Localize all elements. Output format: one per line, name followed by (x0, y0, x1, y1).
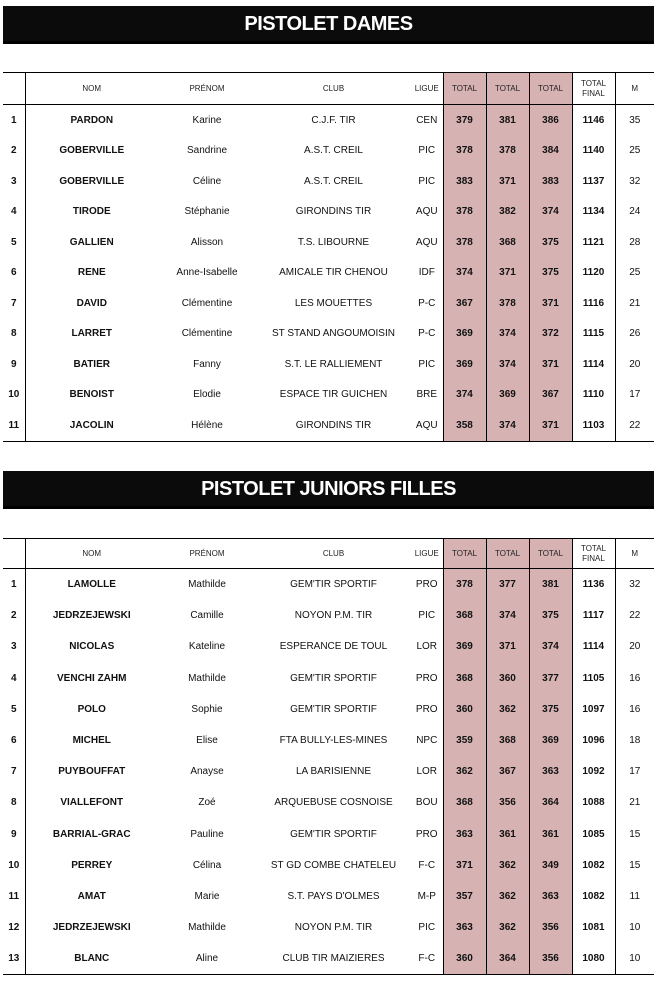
total-final-cell: 1082 (572, 881, 615, 912)
total-1-cell: 369 (443, 631, 486, 662)
m-cell: 25 (629, 145, 641, 157)
total-3-cell: 349 (529, 850, 572, 881)
header-prenom: PRÉNOM (158, 539, 256, 569)
club-cell: NOYON P.M. TIR (294, 610, 373, 622)
prenom-cell: Célina (192, 859, 222, 871)
header-total-1: TOTAL (443, 73, 486, 105)
table-row (3, 819, 654, 850)
header-total-3: TOTAL (529, 73, 572, 105)
table-row (3, 850, 654, 881)
total-final-cell: 1105 (572, 663, 615, 694)
total-final-cell: 1085 (572, 819, 615, 850)
nom-cell: DAVID (76, 297, 107, 309)
prenom-cell: Fanny (193, 358, 221, 370)
club-cell: ST STAND ANGOUMOISIN (272, 328, 395, 340)
ligue-cell: P-C (411, 319, 443, 350)
table-row (3, 725, 654, 756)
m-cell: 16 (629, 703, 641, 715)
m-cell: 17 (629, 389, 641, 401)
total-3-cell: 356 (529, 912, 572, 943)
rank-cell: 7 (3, 288, 25, 319)
rank-cell: 7 (3, 756, 25, 787)
m-cell: 15 (629, 828, 641, 840)
nom-cell: PUYBOUFFAT (58, 766, 126, 778)
total-1-cell: 378 (443, 227, 486, 258)
total-1-cell: 374 (443, 380, 486, 411)
ligue-cell: PIC (411, 166, 443, 197)
total-1-cell: 357 (443, 881, 486, 912)
total-final-cell: 1082 (572, 850, 615, 881)
header-total-final-text: TOTAL FINAL (580, 543, 607, 563)
m-cell: 25 (629, 267, 641, 279)
prenom-cell: Sandrine (186, 145, 228, 157)
nom-cell: MICHEL (72, 735, 111, 747)
prenom-cell: Stéphanie (184, 206, 230, 218)
nom-cell: BATIER (73, 358, 110, 370)
rank-cell: 4 (3, 197, 25, 228)
total-2-cell: 369 (486, 380, 529, 411)
table-row (3, 410, 654, 441)
total-1-cell: 362 (443, 756, 486, 787)
header-rank (3, 73, 25, 105)
rank-cell: 4 (3, 663, 25, 694)
rank-cell: 11 (3, 881, 25, 912)
nom-cell: LARRET (71, 328, 113, 340)
total-2-cell: 364 (486, 943, 529, 975)
m-cell: 10 (615, 943, 654, 975)
m-cell: 35 (629, 114, 641, 126)
club-cell: C.J.F. TIR (311, 114, 356, 126)
header-total-final (572, 73, 615, 105)
nom-cell: JEDRZEJEWSKI (52, 610, 131, 622)
header-total-2: TOTAL (486, 73, 529, 105)
total-final-cell: 1114 (572, 631, 615, 662)
prenom-cell: Céline (192, 175, 222, 187)
total-1-cell: 368 (443, 600, 486, 631)
prenom-cell: Karine (192, 114, 222, 126)
header-m: M (615, 73, 654, 105)
prenom-cell: Clémentine (181, 297, 233, 309)
ligue-cell: LOR (411, 756, 443, 787)
table-row (3, 756, 654, 787)
club-cell: ESPACE TIR GUICHEN (279, 389, 388, 401)
club-cell: GIRONDINS TIR (295, 206, 372, 218)
nom-cell: BENOIST (69, 389, 114, 401)
header-club: CLUB (256, 539, 411, 569)
club-cell: GEM'TIR SPORTIF (290, 672, 377, 684)
header-total-2: TOTAL (486, 539, 529, 569)
total-2-cell: 362 (486, 850, 529, 881)
table-row (3, 881, 654, 912)
total-2-cell: 371 (486, 166, 529, 197)
total-3-cell: 364 (529, 787, 572, 818)
m-cell: 16 (629, 672, 641, 684)
m-cell: 21 (629, 297, 641, 309)
nom-cell: LAMOLLE (67, 579, 116, 591)
total-final-cell: 1096 (572, 725, 615, 756)
nom-cell: POLO (77, 703, 106, 715)
m-cell: 28 (629, 236, 641, 248)
table-row (3, 569, 654, 601)
prenom-cell: Elodie (193, 389, 221, 401)
club-cell: GEM'TIR SPORTIF (290, 703, 377, 715)
table-row (3, 631, 654, 662)
table-row (3, 227, 654, 258)
total-2-cell: 367 (486, 756, 529, 787)
m-cell: 22 (629, 610, 641, 622)
club-cell: LA BARISIENNE (295, 766, 372, 778)
total-3-cell: 375 (529, 600, 572, 631)
ligue-cell: PIC (411, 349, 443, 380)
total-1-cell: 367 (443, 288, 486, 319)
club-cell: A.S.T. CREIL (304, 145, 363, 157)
total-final-cell: 1103 (572, 410, 615, 441)
ligue-cell: PRO (411, 819, 443, 850)
total-2-cell: 374 (486, 600, 529, 631)
prenom-cell: Elise (196, 735, 218, 747)
rank-cell: 2 (3, 136, 25, 167)
rank-cell: 5 (3, 694, 25, 725)
header-club: CLUB (256, 73, 411, 105)
total-2-cell: 368 (486, 227, 529, 258)
total-3-cell: 375 (529, 227, 572, 258)
total-3-cell: 363 (529, 756, 572, 787)
club-cell: LES MOUETTES (294, 297, 373, 309)
header-total-1: TOTAL (443, 539, 486, 569)
total-3-cell: 374 (529, 631, 572, 662)
club-cell: FTA BULLY-LES-MINES (279, 735, 388, 747)
total-final-cell: 1140 (572, 136, 615, 167)
rank-cell: 1 (3, 569, 25, 601)
total-2-cell: 374 (486, 349, 529, 380)
total-2-cell: 362 (486, 694, 529, 725)
club-cell: GIRONDINS TIR (256, 410, 411, 441)
table-row (3, 943, 654, 975)
total-3-cell: 356 (529, 943, 572, 975)
prenom-cell: Camille (190, 610, 224, 622)
header-nom: NOM (25, 539, 158, 569)
total-3-cell: 372 (529, 319, 572, 350)
total-3-cell: 371 (529, 349, 572, 380)
results-table-pistolet-juniors-filles (3, 538, 654, 975)
header-rank (3, 539, 25, 569)
m-cell: 10 (629, 922, 641, 934)
table-row (3, 288, 654, 319)
m-cell: 32 (629, 175, 641, 187)
ligue-cell: AQU (411, 197, 443, 228)
prenom-cell: Mathilde (188, 672, 226, 684)
total-3-cell: 363 (529, 881, 572, 912)
table-row (3, 663, 654, 694)
total-2-cell: 374 (486, 319, 529, 350)
club-cell: ARQUEBUSE COSNOISE (274, 797, 393, 809)
rank-cell: 5 (3, 227, 25, 258)
table-row (3, 349, 654, 380)
total-3-cell: 375 (529, 258, 572, 289)
club-cell: S.T. PAYS D'OLMES (287, 890, 380, 902)
m-cell: 21 (629, 797, 641, 809)
table-row (3, 380, 654, 411)
rank-cell: 3 (3, 631, 25, 662)
nom-cell: VENCHI ZAHM (57, 672, 127, 684)
total-2-cell: 371 (486, 631, 529, 662)
club-cell: CLUB TIR MAIZIERES (256, 943, 411, 975)
prenom-cell: Hélène (158, 410, 256, 441)
header-nom: NOM (25, 73, 158, 105)
total-1-cell: 378 (443, 136, 486, 167)
table-row (3, 694, 654, 725)
total-final-cell: 1121 (572, 227, 615, 258)
total-3-cell: 371 (529, 410, 572, 441)
section-title-pistolet-dames: PISTOLET DAMES (3, 6, 654, 44)
table-row (3, 136, 654, 167)
header-total-final (572, 539, 615, 569)
ligue-cell: CEN (411, 105, 443, 136)
prenom-cell: Pauline (190, 828, 224, 840)
total-3-cell: 377 (529, 663, 572, 694)
m-cell: 24 (629, 206, 641, 218)
rank-cell: 9 (3, 349, 25, 380)
total-2-cell: 377 (486, 569, 529, 601)
ligue-cell: PRO (411, 569, 443, 601)
total-3-cell: 367 (529, 380, 572, 411)
rank-cell: 3 (3, 166, 25, 197)
total-final-cell: 1137 (572, 166, 615, 197)
header-prenom: PRÉNOM (158, 73, 256, 105)
total-3-cell: 375 (529, 694, 572, 725)
m-cell: 20 (629, 641, 641, 653)
ligue-cell: M-P (411, 881, 443, 912)
table-row (3, 600, 654, 631)
nom-cell: JEDRZEJEWSKI (52, 922, 131, 934)
total-2-cell: 362 (486, 912, 529, 943)
total-1-cell: 368 (443, 663, 486, 694)
nom-cell: BLANC (25, 943, 158, 975)
ligue-cell: BRE (411, 380, 443, 411)
total-1-cell: 383 (443, 166, 486, 197)
ligue-cell: PIC (411, 136, 443, 167)
total-final-cell: 1114 (572, 349, 615, 380)
rank-cell: 12 (3, 912, 25, 943)
total-1-cell: 371 (443, 850, 486, 881)
total-final-cell: 1110 (572, 380, 615, 411)
total-3-cell: 371 (529, 288, 572, 319)
prenom-cell: Clémentine (181, 328, 233, 340)
total-2-cell: 361 (486, 819, 529, 850)
club-cell: ESPERANCE DE TOUL (279, 641, 388, 653)
m-cell: 17 (629, 766, 641, 778)
ligue-cell: PRO (411, 663, 443, 694)
ligue-cell: P-C (411, 288, 443, 319)
prenom-cell: Sophie (191, 703, 223, 715)
club-cell: AMICALE TIR CHENOU (279, 267, 388, 279)
total-final-cell: 1092 (572, 756, 615, 787)
prenom-cell: Zoé (198, 797, 216, 809)
ligue-cell: PRO (411, 694, 443, 725)
total-1-cell: 378 (443, 197, 486, 228)
rank-cell: 2 (3, 600, 25, 631)
club-cell: GEM'TIR SPORTIF (290, 579, 377, 591)
total-2-cell: 378 (486, 288, 529, 319)
prenom-cell: Alisson (190, 236, 224, 248)
total-final-cell: 1146 (572, 105, 615, 136)
total-3-cell: 381 (529, 569, 572, 601)
table-header-row (3, 73, 654, 105)
nom-cell: PARDON (70, 114, 114, 126)
total-2-cell: 368 (486, 725, 529, 756)
total-1-cell: 379 (443, 105, 486, 136)
prenom-cell: Mathilde (188, 579, 226, 591)
table-row (3, 787, 654, 818)
prenom-cell: Aline (158, 943, 256, 975)
table-row (3, 912, 654, 943)
rank-cell: 6 (3, 725, 25, 756)
m-cell: 15 (629, 859, 641, 871)
club-cell: A.S.T. CREIL (304, 175, 363, 187)
total-1-cell: 378 (443, 569, 486, 601)
m-cell: 26 (629, 328, 641, 340)
ligue-cell: NPC (411, 725, 443, 756)
ligue-cell: AQU (411, 227, 443, 258)
rank-cell: 1 (3, 105, 25, 136)
total-2-cell: 362 (486, 881, 529, 912)
ligue-cell: F-C (411, 850, 443, 881)
total-2-cell: 356 (486, 787, 529, 818)
club-cell: GEM'TIR SPORTIF (290, 828, 377, 840)
total-2-cell: 374 (486, 410, 529, 441)
table-row (3, 258, 654, 289)
m-cell: 22 (615, 410, 654, 441)
rank-cell: 8 (3, 787, 25, 818)
table-row (3, 197, 654, 228)
total-1-cell: 359 (443, 725, 486, 756)
club-cell: ST GD COMBE CHATELEU (270, 859, 397, 871)
nom-cell: RENE (77, 267, 106, 279)
ligue-cell: PIC (411, 912, 443, 943)
table-row (3, 319, 654, 350)
rank-cell: 9 (3, 819, 25, 850)
ligue-cell: PIC (411, 600, 443, 631)
m-cell: 20 (629, 358, 641, 370)
total-1-cell: 369 (443, 319, 486, 350)
prenom-cell: Anne-Isabelle (176, 267, 238, 279)
total-2-cell: 360 (486, 663, 529, 694)
rank-cell: 10 (3, 380, 25, 411)
ligue-cell: BOU (411, 787, 443, 818)
prenom-cell: Anayse (190, 766, 224, 778)
prenom-cell: Marie (194, 890, 220, 902)
club-cell: S.T. LE RALLIEMENT (284, 358, 383, 370)
total-1-cell: 358 (443, 410, 486, 441)
total-final-cell: 1115 (572, 319, 615, 350)
total-3-cell: 386 (529, 105, 572, 136)
table-header-row (3, 539, 654, 569)
ligue-cell: IDF (411, 258, 443, 289)
total-2-cell: 381 (486, 105, 529, 136)
total-final-cell: 1116 (572, 288, 615, 319)
total-final-cell: 1080 (572, 943, 615, 975)
nom-cell: BARRIAL-GRAC (52, 828, 131, 840)
results-table-pistolet-dames (3, 72, 654, 442)
rank-cell: 11 (3, 410, 25, 441)
total-2-cell: 378 (486, 136, 529, 167)
m-cell: 32 (629, 579, 641, 591)
total-1-cell: 360 (443, 694, 486, 725)
rank-cell: 8 (3, 319, 25, 350)
header-m: M (615, 539, 654, 569)
m-cell: 11 (629, 890, 640, 902)
total-final-cell: 1120 (572, 258, 615, 289)
table-row (3, 166, 654, 197)
section-title-pistolet-juniors-filles: PISTOLET JUNIORS FILLES (3, 471, 654, 509)
prenom-cell: Mathilde (188, 922, 226, 934)
header-total-3: TOTAL (529, 539, 572, 569)
m-cell: 18 (629, 735, 641, 747)
nom-cell: JACOLIN (25, 410, 158, 441)
prenom-cell: Kateline (188, 641, 226, 653)
total-final-cell: 1136 (572, 569, 615, 601)
ligue-cell: LOR (411, 631, 443, 662)
total-3-cell: 369 (529, 725, 572, 756)
total-1-cell: 360 (443, 943, 486, 975)
total-final-cell: 1134 (572, 197, 615, 228)
header-total-final-text: TOTAL FINAL (580, 78, 607, 98)
total-final-cell: 1097 (572, 694, 615, 725)
rank-cell: 13 (3, 943, 25, 975)
club-cell: T.S. LIBOURNE (297, 236, 370, 248)
header-ligue: LIGUE (411, 73, 443, 105)
total-1-cell: 374 (443, 258, 486, 289)
nom-cell: TIRODE (72, 206, 111, 218)
table-row (3, 105, 654, 136)
total-2-cell: 371 (486, 258, 529, 289)
nom-cell: VIALLEFONT (60, 797, 124, 809)
nom-cell: NICOLAS (69, 641, 115, 653)
total-final-cell: 1117 (572, 600, 615, 631)
total-1-cell: 363 (443, 819, 486, 850)
total-final-cell: 1081 (572, 912, 615, 943)
rank-cell: 6 (3, 258, 25, 289)
nom-cell: AMAT (77, 890, 106, 902)
total-1-cell: 369 (443, 349, 486, 380)
total-3-cell: 384 (529, 136, 572, 167)
total-1-cell: 368 (443, 787, 486, 818)
total-final-cell: 1088 (572, 787, 615, 818)
nom-cell: GOBERVILLE (59, 145, 125, 157)
nom-cell: GOBERVILLE (59, 175, 125, 187)
club-cell: NOYON P.M. TIR (294, 922, 373, 934)
total-3-cell: 361 (529, 819, 572, 850)
ligue-cell: F-C (411, 943, 443, 975)
nom-cell: PERREY (71, 859, 113, 871)
ligue-cell: AQU (411, 410, 443, 441)
total-3-cell: 383 (529, 166, 572, 197)
nom-cell: GALLIEN (69, 236, 114, 248)
total-3-cell: 374 (529, 197, 572, 228)
total-1-cell: 363 (443, 912, 486, 943)
header-ligue: LIGUE (411, 539, 443, 569)
rank-cell: 10 (3, 850, 25, 881)
total-2-cell: 382 (486, 197, 529, 228)
